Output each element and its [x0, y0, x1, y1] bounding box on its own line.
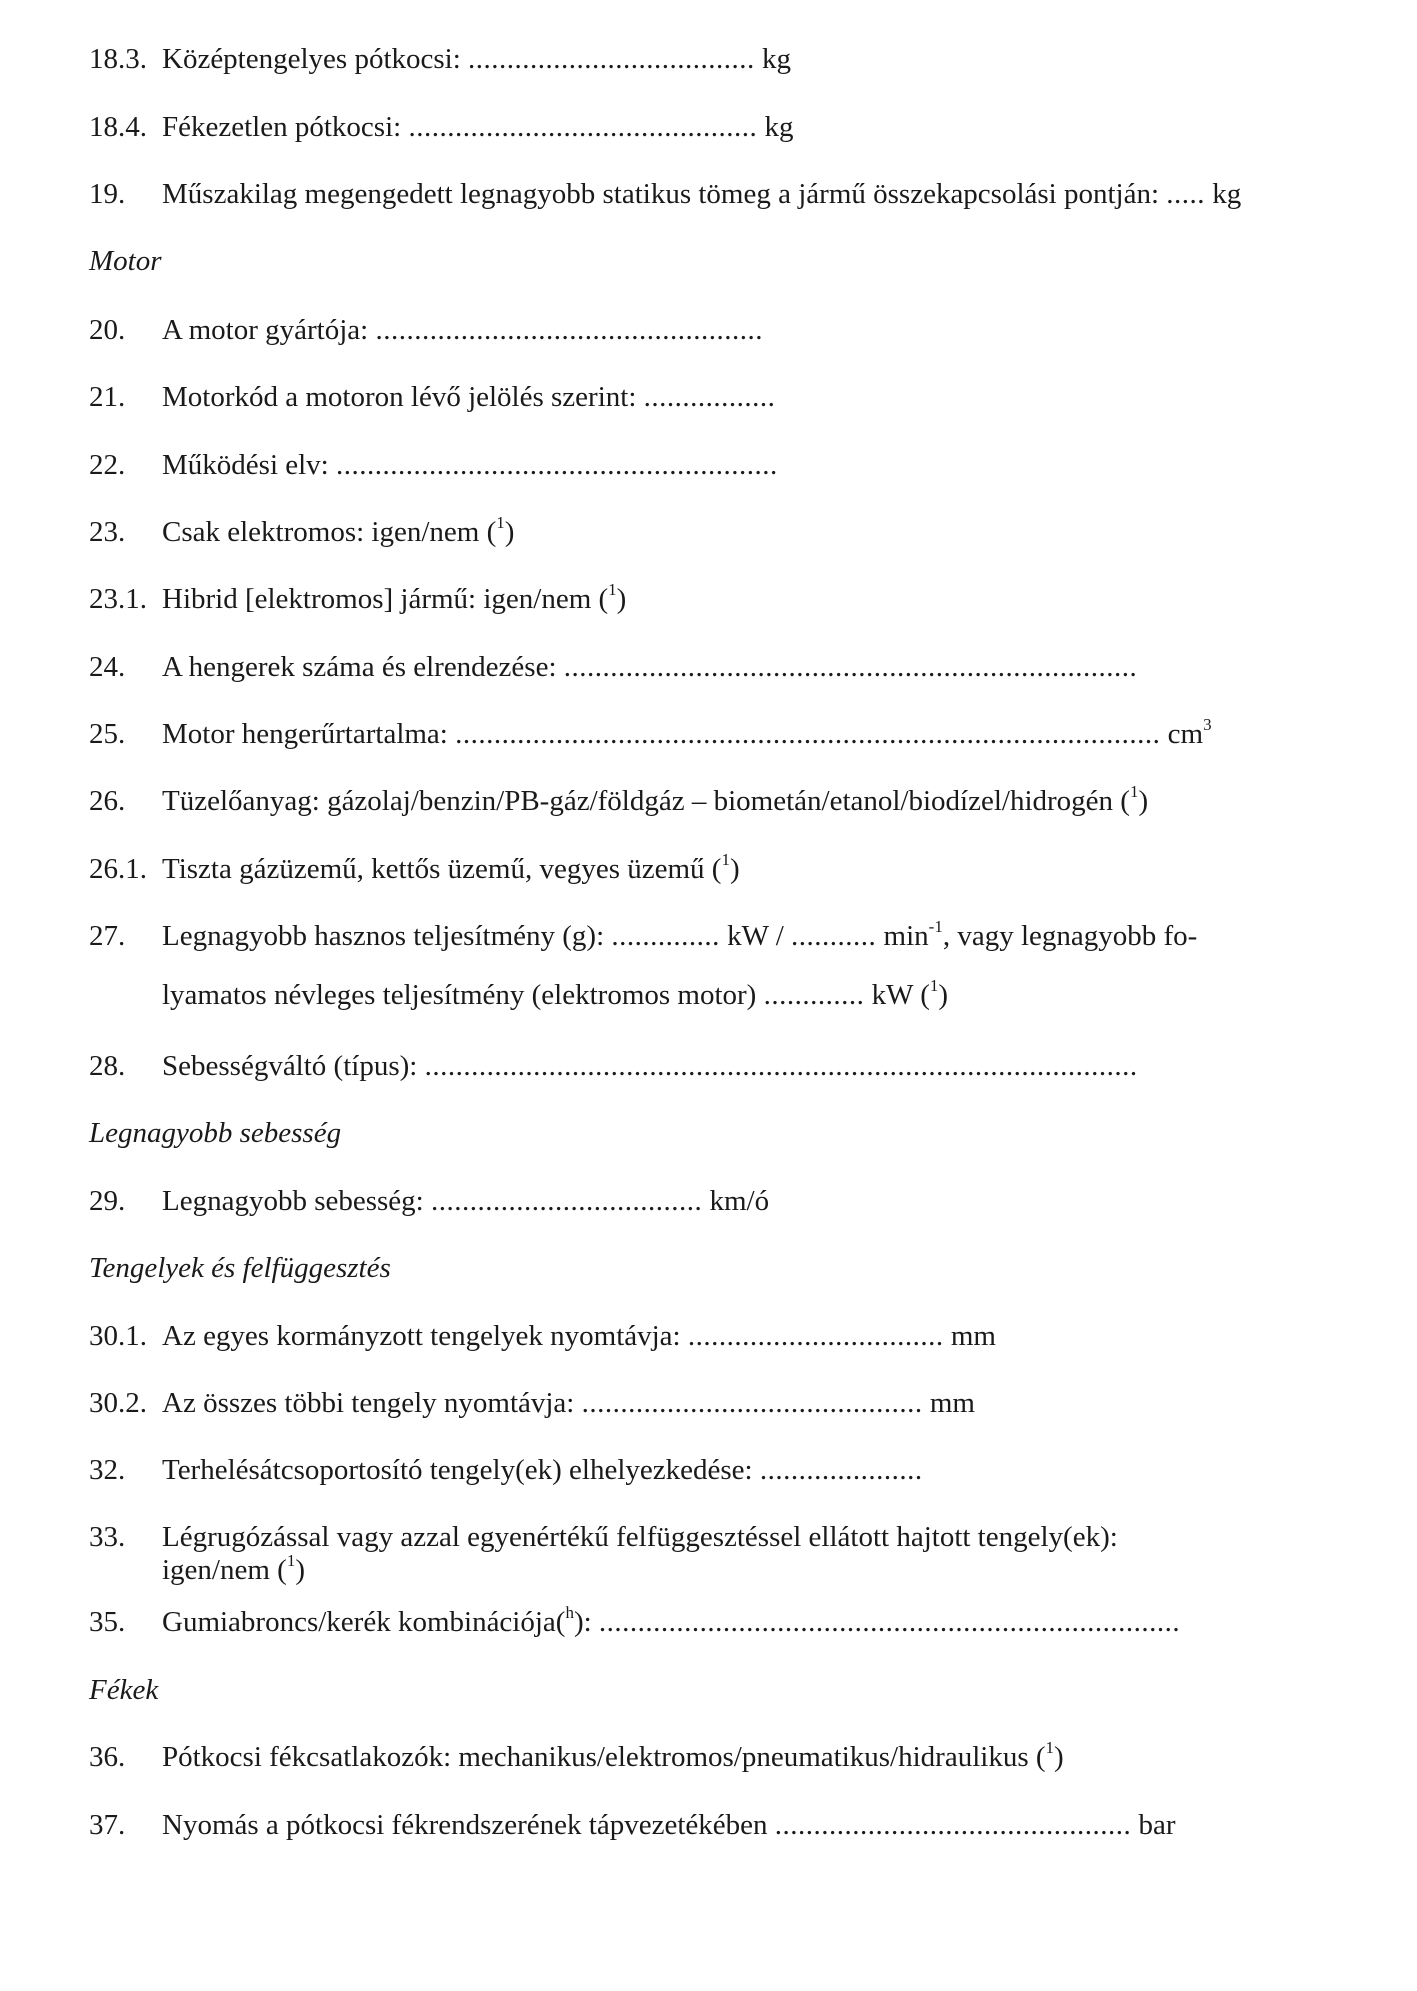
paren-close: ): [573, 1606, 599, 1638]
item-number: 32. [89, 1454, 126, 1486]
fill-dots: ................................... [431, 1185, 703, 1217]
fill-dots: .................................................. [375, 314, 763, 346]
paren-close: ) [504, 516, 515, 548]
field-label: Sebességváltó (típus): [162, 1050, 425, 1082]
fill-dots: ........................................................................................... [455, 718, 1161, 750]
fill-dots: ............................................. [408, 111, 758, 143]
unit-label: bar [1131, 1809, 1176, 1841]
fill-dots: ..................... [759, 1454, 923, 1486]
paren-close: ) [616, 583, 627, 615]
fill-dots: ............. [763, 979, 865, 1011]
fill-dots: ............................................ [581, 1387, 923, 1419]
fill-dots: ..................................... [468, 43, 755, 75]
footnote-ref: 1 [1129, 782, 1139, 802]
unit-label: cm [1160, 718, 1204, 750]
section-heading-fekek: Fékek [89, 1674, 159, 1706]
field-label: A hengerek száma és elrendezése: [162, 651, 564, 683]
fill-dots: ................................. [687, 1320, 944, 1352]
field-label: Fékezetlen pótkocsi: [162, 111, 409, 143]
fill-dots: .............................................. [774, 1809, 1132, 1841]
item-number: 30.1. [89, 1320, 147, 1352]
footnote-ref: 1 [286, 1551, 296, 1571]
footnote-ref: 1 [496, 513, 505, 533]
section-heading-legnagyobb-sebesseg: Legnagyobb sebesség [89, 1117, 342, 1149]
fill-dots: ........................................................................... [598, 1606, 1181, 1638]
field-label: Középtengelyes pótkocsi: [162, 43, 469, 75]
item-number: 25. [89, 718, 126, 750]
item-number: 26. [89, 785, 126, 817]
footnote-ref: h [565, 1603, 574, 1623]
item-number: 37. [89, 1809, 126, 1841]
fill-dots: ........... [791, 920, 877, 952]
field-label: Műszakilag megengedett legnagyobb statikus tömeg a jármű összekapcsolási pontján: [162, 178, 1167, 210]
footnote-ref: 1 [608, 580, 617, 600]
item-number: 23.1. [89, 583, 147, 615]
fill-dots: ................. [643, 381, 776, 413]
field-label-continued: , vagy legnagyobb fo- [942, 920, 1198, 952]
field-label: Gumiabroncs/kerék kombinációja( [162, 1606, 566, 1638]
item-number: 33. [89, 1521, 126, 1553]
item-number: 30.2. [89, 1387, 147, 1419]
section-heading-motor: Motor [89, 245, 162, 277]
field-label: Az egyes kormányzott tengelyek nyomtávja: [162, 1320, 688, 1352]
field-label: Motorkód a motoron lévő jelölés szerint: [162, 381, 644, 413]
unit-label: kW / [719, 920, 792, 952]
unit-label: kg [1205, 178, 1242, 210]
item-number: 18.4. [89, 111, 147, 143]
field-label: Légrugózással vagy azzal egyenértékű felfüggesztéssel ellátott hajtott tengely(ek): [162, 1521, 1118, 1553]
paren-close: ) [729, 853, 740, 885]
fill-dots: .......................................................................... [563, 651, 1138, 683]
item-number: 27. [89, 920, 126, 952]
unit-label: kg [757, 111, 794, 143]
unit-label: km/ó [702, 1185, 770, 1217]
paren-close: ) [295, 1554, 305, 1586]
field-label: Pótkocsi fékcsatlakozók: mechanikus/elektromos/pneumatikus/hidraulikus ( [162, 1741, 1046, 1773]
field-label: Hibrid [elektromos] jármű: igen/nem ( [162, 583, 609, 615]
item-number: 19. [89, 178, 126, 210]
fill-dots: .............. [611, 920, 720, 952]
field-label: Terhelésátcsoportosító tengely(ek) elhelyezkedése: [162, 1454, 760, 1486]
footnote-ref: 1 [1045, 1738, 1055, 1758]
item-number: 18.3. [89, 43, 147, 75]
field-label: Tüzelőanyag: gázolaj/benzin/PB-gáz/földgáz – biometán/etanol/biodízel/hidrogén ( [162, 785, 1130, 817]
item-number: 36. [89, 1741, 126, 1773]
field-label: Legnagyobb sebesség: [162, 1185, 431, 1217]
item-number: 24. [89, 651, 126, 683]
field-label: igen/nem ( [162, 1554, 287, 1586]
item-number: 23. [89, 516, 126, 548]
item-number: 29. [89, 1185, 126, 1217]
item-number: 26.1. [89, 853, 147, 885]
field-label: lyamatos névleges teljesítmény (elektromos motor) [162, 979, 764, 1011]
field-label: Csak elektromos: igen/nem ( [162, 516, 497, 548]
field-label: Legnagyobb hasznos teljesítmény (g): [162, 920, 612, 952]
section-heading-tengelyek: Tengelyek és felfüggesztés [89, 1252, 391, 1284]
field-label: Az összes többi tengely nyomtávja: [162, 1387, 582, 1419]
paren-close: ) [938, 979, 949, 1011]
item-number: 22. [89, 449, 126, 481]
unit-label: mm [922, 1387, 975, 1419]
field-label: Nyomás a pótkocsi fékrendszerének tápvezetékében [162, 1809, 775, 1841]
field-label: Motor hengerűrtartalma: [162, 718, 456, 750]
item-number: 35. [89, 1606, 126, 1638]
paren-close: ) [1138, 785, 1149, 817]
paren-close: ) [1054, 1741, 1064, 1773]
item-number: 21. [89, 381, 126, 413]
field-label: Működési elv: [162, 449, 336, 481]
unit-exponent: -1 [928, 917, 943, 937]
fill-dots: ............................................................................................ [424, 1050, 1138, 1082]
footnote-ref: 1 [721, 850, 730, 870]
unit-label: kW ( [864, 979, 930, 1011]
fill-dots: ..... [1166, 178, 1206, 210]
unit-label: kg [754, 43, 792, 75]
item-number: 20. [89, 314, 126, 346]
unit-label: min [876, 920, 929, 952]
fill-dots: ......................................................... [336, 449, 778, 481]
unit-label: mm [943, 1320, 996, 1352]
field-label: A motor gyártója: [162, 314, 376, 346]
item-number: 28. [89, 1050, 126, 1082]
unit-exponent: 3 [1203, 715, 1212, 735]
footnote-ref: 1 [929, 976, 939, 996]
field-label: Tiszta gázüzemű, kettős üzemű, vegyes üzemű ( [162, 853, 722, 885]
